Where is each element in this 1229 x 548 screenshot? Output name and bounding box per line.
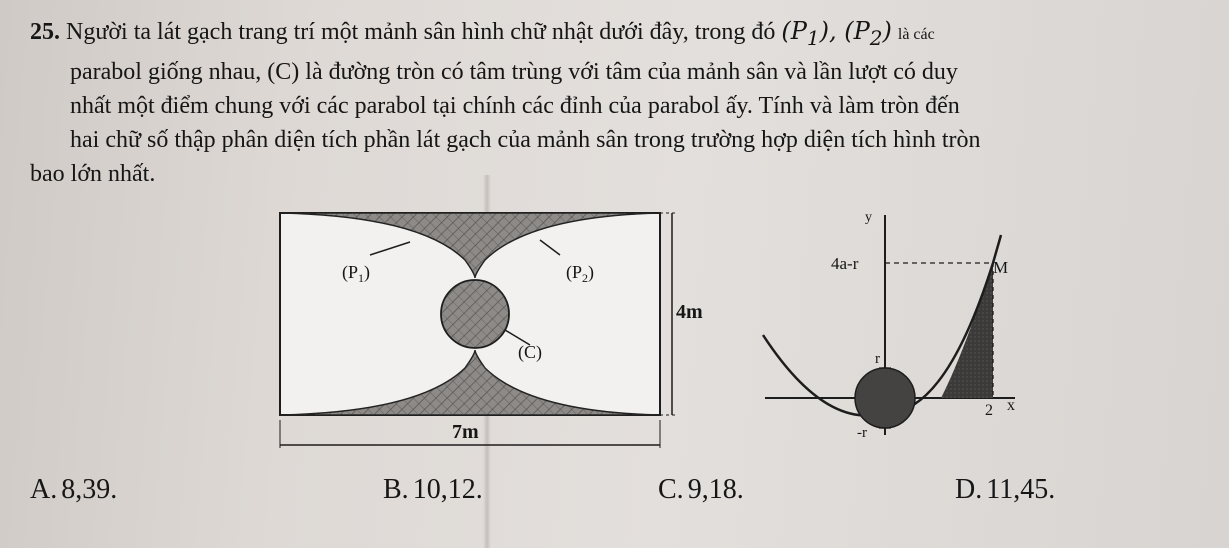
label-c: (C) [518,342,542,362]
question-number: 25. [30,19,60,45]
choice-d[interactable] [955,474,1055,506]
choice-c-value: 9,18. [687,474,744,505]
choice-b-value: 10,12. [412,474,483,505]
label-height: 4m [676,301,703,323]
label-m: M [993,258,1009,277]
question-text [30,14,1220,191]
label-2: 2 [985,402,993,419]
label-p1: $(P_1)$ [342,262,371,285]
choice-a[interactable] [30,474,117,506]
question-line-1-main: Người ta lát gạch trang trí một mảnh sân hình chữ nhật dưới đây, trong đó [66,19,776,45]
p2-close: ) [882,17,892,45]
label-x: x [1007,397,1015,414]
coordinate-figure [745,195,1045,450]
question-line-3: nhất một điểm chung với các parabol tại chính các đỉnh của parabol ấy. Tính và làm tròn đến [70,92,960,119]
p1-open: (P [781,17,807,45]
p2-open: ), (P [819,17,870,45]
label-neg-r: -r [857,425,867,441]
p1-sub: 1 [806,25,820,50]
choice-d-letter: D. [955,474,983,505]
choice-b[interactable] [383,474,483,506]
question-line-1-tail: là các [897,26,935,43]
choice-c[interactable] [658,474,744,506]
label-y: y [865,210,872,225]
choice-c-letter: C. [658,474,684,505]
label-width: 7m [452,421,479,443]
p2-sub: 2 [869,25,883,50]
question-line-1 [30,14,1220,55]
question-line-2: parabol giống nhau, (C) là đường tròn có tâm trùng với tâm của mảnh sân và lần lượt có duy [70,58,958,85]
question-line-4: hai chữ số thập phân diện tích phần lát gạch của mảnh sân trong trường hợp diện tích hình tròn [70,126,981,153]
circle-c-overlay [441,280,509,348]
choice-b-letter: B. [383,474,409,505]
choice-a-value: 8,39. [61,474,118,505]
choice-a-letter: A. [30,474,58,505]
label-p2: $(P_2)$ [566,262,595,285]
yard-figure [260,200,703,460]
choice-d-value: 11,45. [986,474,1056,505]
label-4a-r: 4a-r [831,254,859,273]
inscribed-circle [855,368,915,428]
parabol-names [781,17,892,50]
question-line-5: bao lớn nhất. [30,160,156,187]
label-r: r [875,351,880,367]
